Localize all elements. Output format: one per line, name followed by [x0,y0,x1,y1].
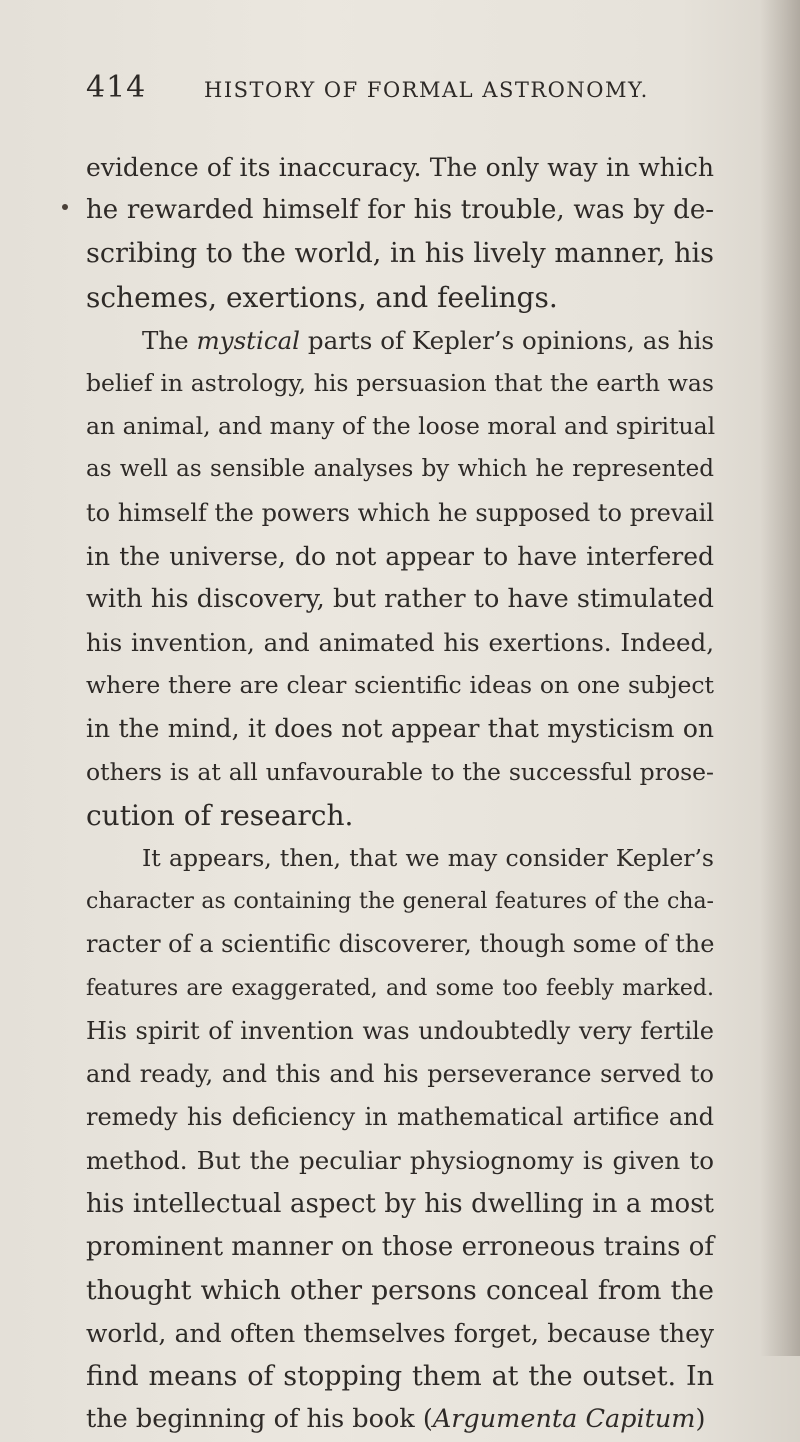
text-line: belief in astrology, his persuasion that the earth was [86,368,714,397]
text-line: racter of a scientific discoverer, though some of the [86,930,715,959]
text-line: as well as sensible analyses by which he represented [86,456,714,483]
page-header [86,70,714,110]
text-line: others is at all unfavourable to the successful prose- [86,757,714,786]
text-line: prominent manner on those erroneous trains of [86,1231,714,1262]
text-line: the beginning of his book (Argumenta Capitum) [86,1404,706,1435]
paragraph [86,837,714,1442]
text-line: remedy his deficiency in mathematical artifice and [86,1103,714,1132]
text-line: cution of research. [86,798,354,832]
text-line: where there are clear scientific ideas on one subject [86,671,714,700]
text-line: character as containing the general features of the cha- [86,889,714,915]
text-line: The mystical parts of Kepler’s opinions, as his [142,325,714,355]
page-edge-shadow [760,0,800,1356]
text-line: to himself the powers which he supposed to prevail [86,498,714,527]
text-line: features are exaggerated, and some too feebly marked. [86,975,714,1001]
book-page [86,70,714,1442]
margin-dot [62,204,68,210]
running-head: HISTORY OF FORMAL ASTRONOMY. [204,78,649,102]
text-line: in the mind, it does not appear that mysticism on [86,714,714,744]
text-line: in the universe, do not appear to have interfered [86,541,714,571]
page-number: 414 [86,70,147,105]
text-line: scribing to the world, in his lively manner, his [86,238,714,270]
text-line: find means of stopping them at the outset. In [86,1361,714,1393]
text-line: His spirit of invention was undoubtedly very fertile [86,1016,714,1045]
paragraph [86,319,714,837]
text-line: and ready, and this and his perseverance served to [86,1059,714,1088]
text-line: his invention, and animated his exertions. Indeed, [86,628,714,658]
text-line: method. But the peculiar physiognomy is given to [86,1146,714,1176]
text-line: world, and often themselves forget, because they [86,1319,714,1349]
text-line: with his discovery, but rather to have stimulated [86,583,714,614]
text-line: schemes, exertions, and feelings. [86,280,558,314]
body-text [86,146,714,1442]
text-line: an animal, and many of the loose moral and spiritual [86,412,716,441]
text-line: evidence of its inaccuracy. The only way in which [86,153,714,182]
text-line: he rewarded himself for his trouble, was by de- [86,195,714,226]
text-line: his intellectual aspect by his dwelling in a most [86,1188,714,1219]
paragraph [86,146,714,319]
text-line: It appears, then, that we may consider Kepler’s [142,844,714,872]
text-line: thought which other persons conceal from the [86,1274,714,1306]
